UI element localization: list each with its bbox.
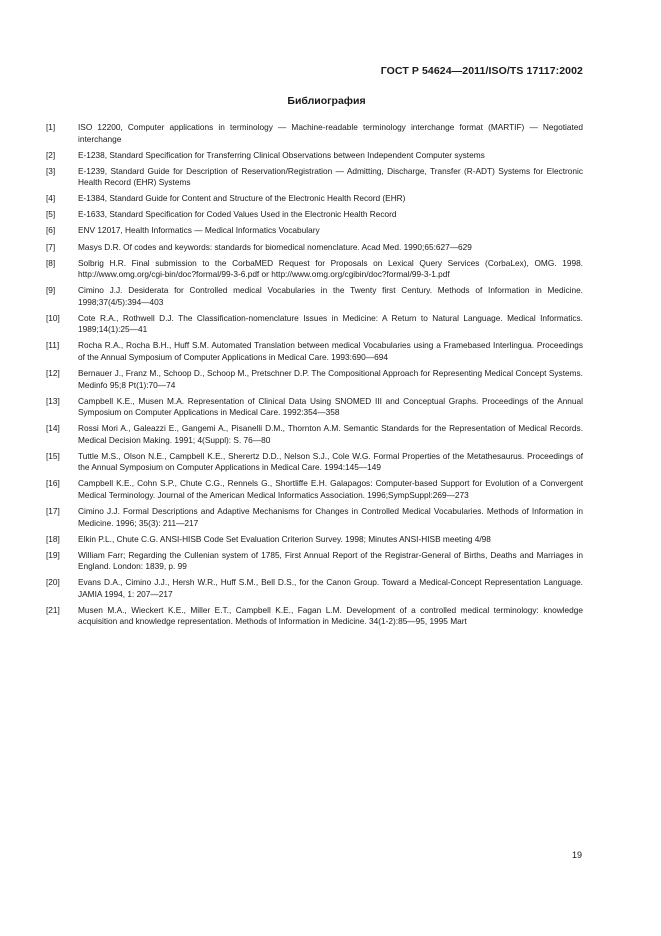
reference-list: [46, 122, 583, 632]
reference-number: [12]: [46, 368, 60, 379]
bibliography-title-text: Библиография: [287, 95, 366, 107]
reference-text: E-1633, Standard Specification for Coded Values Used in the Electronic Health Record: [78, 209, 397, 220]
reference-item: [46, 285, 583, 308]
reference-item: [46, 193, 583, 205]
reference-item: [46, 368, 583, 391]
reference-text: E-1384, Standard Guide for Content and Structure of the Electronic Health Record (EHR): [78, 193, 406, 204]
reference-text: Rossi Mori A., Galeazzi E., Gangemi A., Pisanelli D.M., Thornton A.M. Semantic Standards for the Representation of Medical Records. Medical Decision Making. 1991; 4(Suppl): S. 76—80: [78, 423, 583, 445]
reference-text: Campbell K.E., Cohn S.P., Chute C.G., Rennels G., Shortliffe E.H. Galapagos: Computer-based Support for Evolution of a Convergent Medical Terminology. Journal of the American Medical Informatics Association. 1996;SympSuppl:269—273: [78, 478, 583, 500]
standard-header: ГОСТ Р 54624—2011/ISO/TS 17117:2002: [380, 65, 583, 77]
reference-number: [19]: [46, 549, 60, 560]
reference-item: [46, 150, 583, 162]
reference-item: [46, 209, 583, 221]
reference-item: [46, 242, 583, 254]
reference-number: [3]: [46, 165, 56, 176]
reference-item: [46, 451, 583, 474]
reference-item: [46, 478, 583, 501]
reference-text: Rocha R.A., Rocha B.H., Huff S.M. Automated Translation between medical Vocabularies using a Framebased Interlingua. Proceedings of the Annual Symposium of Computer Applications in Medical Care. 1993:690—694: [78, 340, 583, 362]
reference-number: [2]: [46, 149, 56, 160]
reference-item: [46, 166, 583, 189]
reference-text: ISO 12200, Computer applications in terminology — Machine-readable terminology interchange format (MARTIF) — Negotiated interchange: [78, 122, 583, 144]
page-number: 19: [571, 850, 582, 860]
reference-number: [1]: [46, 122, 56, 132]
reference-item: [46, 534, 583, 546]
reference-number: [17]: [46, 506, 60, 516]
bibliography-title: [0, 95, 661, 107]
reference-text: Cimino J.J. Desiderata for Controlled medical Vocabularies in the Twenty first Century. Methods of Information in Medicine. 1998;37(4/5):394—403: [78, 285, 583, 307]
reference-number: [4]: [46, 193, 56, 204]
reference-item: [46, 577, 583, 600]
reference-item: [46, 258, 583, 281]
reference-number: [16]: [46, 478, 60, 489]
reference-text: Elkin P.L., Chute C.G. ANSI-HISB Code Set Evaluation Criterion Survey. 1998; Minutes ANSI-HISB meeting 4/98: [78, 533, 491, 544]
reference-item: [46, 506, 583, 529]
reference-item: [46, 550, 583, 573]
reference-number: [11]: [46, 340, 60, 351]
reference-number: [10]: [46, 312, 60, 323]
reference-number: [20]: [46, 577, 60, 588]
reference-text: Bernauer J., Franz M., Schoop D., Schoop M., Pretschner D.P. The Compositional Approach for Representing Medical Concept Systems. Medinfo 95;8 Pt(1):70—74: [78, 368, 583, 390]
reference-number: [8]: [46, 257, 56, 268]
reference-text: E-1239, Standard Guide for Description of Reservation/Registration — Admitting, Discharge, Transfer (R-ADT) Systems for Electronic Health Record (EHR) Systems: [78, 165, 583, 188]
reference-text: Cimino J.J. Formal Descriptions and Adaptive Mechanisms for Changes in Controlled Medical Vocabularies. Methods of Information in Medicine. 1996; 35(3): 211—217: [78, 506, 583, 528]
reference-text: Cote R.A., Rothwell D.J. The Classification-nomenclature Issues in Medicine: A Return to Natural Language. Medical Informatics. 1989;14(1):25—41: [78, 312, 583, 335]
reference-item: [46, 122, 583, 145]
reference-number: [15]: [46, 450, 60, 461]
reference-item: [46, 313, 583, 336]
reference-item: [46, 423, 583, 446]
reference-number: [13]: [46, 395, 60, 406]
reference-item: [46, 340, 583, 363]
reference-number: [21]: [46, 604, 60, 615]
reference-number: [7]: [46, 241, 56, 252]
reference-item: [46, 396, 583, 419]
reference-text: E-1238, Standard Specification for Transferring Clinical Observations between Independent Computer systems: [78, 149, 485, 160]
reference-number: [9]: [46, 285, 56, 296]
reference-text: ENV 12017, Health Informatics — Medical Informatics Vocabulary: [78, 225, 320, 236]
reference-number: [5]: [46, 209, 56, 220]
reference-number: [14]: [46, 423, 60, 434]
reference-item: [46, 225, 583, 237]
reference-number: [18]: [46, 533, 60, 544]
reference-item: [46, 605, 583, 628]
reference-text: Musen M.A., Wieckert K.E., Miller E.T., Campbell K.E., Fagan L.M. Development of a controlled medical terminology: knowledge acquisition and knowledge representation. Methods of Information in Medicine. 34(1-2):85—95, 1995 Mart: [78, 604, 583, 627]
reference-text: William Farr; Regarding the Cullenian system of 1785, First Annual Report of the Registrar-General of Births, Deaths and Marriages in England. London: 1839, p. 99: [78, 549, 583, 572]
reference-text: Masys D.R. Of codes and keywords: standards for biomedical nomenclature. Acad Med. 1990;65:627—629: [78, 241, 472, 252]
reference-text: Evans D.A., Cimino J.J., Hersh W.R., Huff S.M., Bell D.S., for the Canon Group. Toward a Medical-Concept Representation Language. JAMIA 1994, 1: 207—217: [78, 577, 583, 599]
reference-text: Solbrig H.R. Final submission to the CorbaMED Request for Proposals on Lexical Query Services (CorbaLex), OMG. 1998. http://www.omg.org/cgi-bin/doc?formal/99-3-6.pdf or http://www.omg.org/cgibin/doc?formal/99-3-1.pdf: [78, 257, 583, 280]
reference-text: Tuttle M.S., Olson N.E., Campbell K.E., Sherertz D.D., Nelson S.J., Cole W.G. Formal Properties of the Metathesaurus. Proceedings of the Annual Symposium on Computer Applications in Medical Care. 1994:145—149: [78, 450, 583, 473]
reference-text: Campbell K.E., Musen M.A. Representation of Clinical Data Using SNOMED III and Conceptual Graphs. Proceedings of the Annual Symposium on Computer Applications in Medical Care. 1992:354—358: [78, 395, 583, 418]
reference-number: [6]: [46, 225, 56, 236]
